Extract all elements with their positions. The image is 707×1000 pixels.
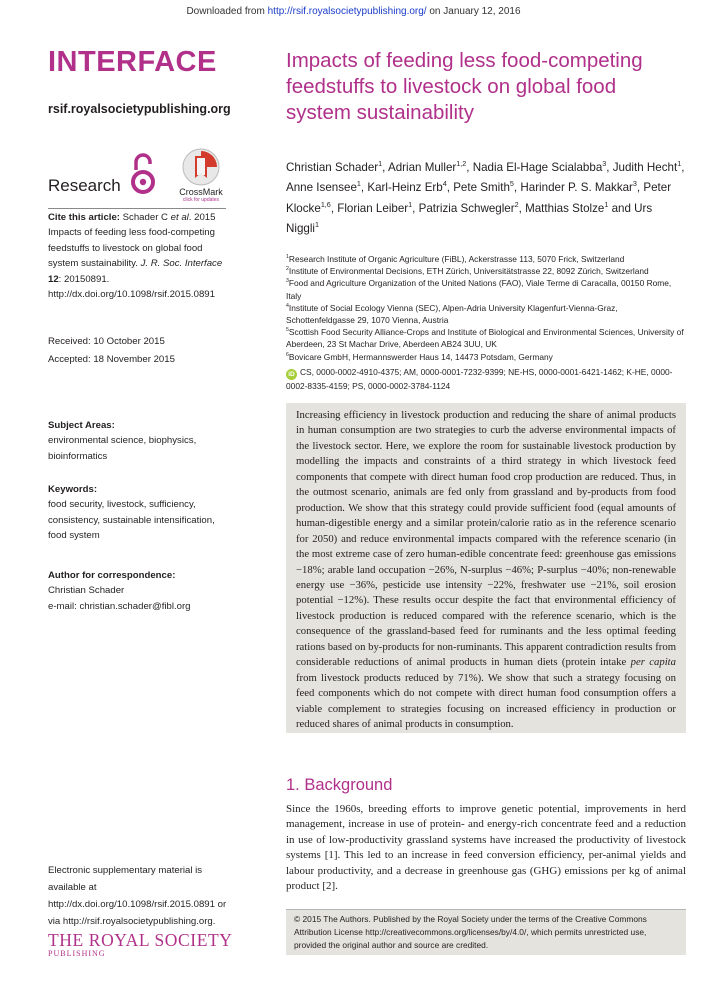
author-separator: , [681,161,685,174]
crossmark-icon [182,148,220,186]
author-name: and Urs Niggli [286,201,653,236]
keywords-label: Keywords: [48,484,98,495]
correspondence-email[interactable]: e-mail: christian.schader@fibl.org [48,600,191,612]
affiliation [286,277,686,301]
affiliation-text: Food and Agriculture Organization of the United Nations (FAO), Viale Terme di Caracalla, 00150 Rome, Italy [286,278,672,301]
affiliation-text: Institute of Environmental Decisions, ETH Zürich, Universitätstrasse 22, 8092 Zürich, Switzerland [288,266,649,277]
download-notice [0,6,707,17]
author-affiliation-ref: 4 [442,179,447,189]
correspondence-name: Christian Schader [48,585,125,597]
author-list [286,158,686,240]
affiliation-text: Bovicare GmbH, Hermannswerder Haus 14, 14473 Potsdam, Germany [288,351,553,362]
affiliation-list [286,253,686,363]
affiliation [286,253,686,265]
author-separator: , [446,181,454,195]
author-separator: , [518,201,526,215]
author-name: Florian Leiber [337,201,409,215]
keywords-text: food security, livestock, sufficiency, consistency, sustainable intensification, food system [48,499,215,542]
open-access-icon [130,152,156,196]
author-name: Christian Schader [286,161,379,174]
cite-text: Schader C [119,212,171,223]
author-affiliation-ref: 3 [602,159,607,169]
affiliation-number: 6 [286,351,289,358]
keywords [48,482,232,544]
author-affiliation-ref: 1,6 [320,199,331,209]
author-name: Adrian Muller [387,161,457,174]
cite-volume: 12 [48,273,59,285]
subject-areas [48,418,232,464]
crossmark-badge[interactable] [178,148,224,203]
affiliation-number: 5 [286,327,289,334]
affiliation-number: 2 [286,266,289,273]
author-separator: , [412,201,419,215]
affiliation-number: 3 [286,278,289,285]
publisher-sub: PUBLISHING [48,949,106,958]
affiliation-text: Research Institute of Organic Agriculture (FiBL), Ackerstrasse 113, 5070 Frick, Switzerland [288,254,625,264]
author-affiliation-ref: 3 [632,179,637,189]
license-notice: © 2015 The Authors. Published by the Royal Society under the terms of the Creative Commons Attribution License http://creativecommons.org/licenses/by/4.0/, which permits unrestricted use, provided the original author and source are credited. [286,909,686,955]
cite-etal: et al [170,212,189,223]
orcid-text: CS, 0000-0002-4910-4375; AM, 0000-0001-7232-9399; NE-HS, 0000-0001-6421-1462; K-HE, 0000-0002-8335-4159; PS, 0000-0002-3784-1124 [286,367,673,391]
author-name: Pete Smith [453,181,510,195]
affiliation-number: 4 [286,303,289,310]
article-title: Impacts of feeding less food-competing feedstuffs to livestock on global food system sustainability [286,49,643,124]
author-affiliation-ref: 2 [514,199,519,209]
author-affiliation-ref: 1 [677,159,682,169]
author-separator: , [330,201,338,215]
author-affiliation-ref: 5 [509,179,514,189]
cite-journal: J. R. Soc. Interface [140,258,223,270]
author-separator: , [636,181,644,195]
author-separator: , [360,181,368,195]
download-suffix: on January 12, 2016 [426,6,521,17]
download-link[interactable]: http://rsif.royalsocietypublishing.org/ [267,6,427,17]
affiliation [286,265,686,277]
author-separator: , [606,161,613,174]
accepted-date: Accepted: 18 November 2015 [48,354,175,365]
affiliation [286,326,686,350]
author-separator: , [513,181,521,195]
orcid-icon[interactable]: iD [286,369,297,380]
section-heading: 1. Background [286,776,393,794]
author-name: Patrizia Schwegler [418,201,515,215]
affiliation [286,302,686,326]
supplementary-note: Electronic supplementary material is available at http://dx.doi.org/10.1098/rsif.2015.0891 or via http://rsif.royalsocietypublishing.org. [48,865,227,927]
abstract-box [286,403,686,733]
cite-label: Cite this article: [48,212,120,223]
author-affiliation-ref: 1,2 [456,159,467,169]
divider [48,208,226,209]
author-name: Peter Klocke [286,181,672,215]
publisher-name: THE ROYAL SOCIETY [48,930,233,950]
affiliation-text: Institute of Social Ecology Vienna (SEC), Alpen-Adria University Klagenfurt-Vienna-Graz, Schottenfeldgasse 29, 1070 Vienna, Austria [286,302,618,326]
correspondence [48,568,232,614]
affiliation [286,351,686,363]
cite-doi[interactable]: : 20150891. http://dx.doi.org/10.1098/rsif.2015.0891 [48,273,215,301]
citation [48,210,232,302]
journal-brand: INTERFACE [48,46,217,78]
received-date: Received: 10 October 2015 [48,336,165,347]
affiliation-number: 1 [286,254,289,261]
author-name: Nadia El-Hage Scialabba [472,161,603,174]
affiliation-text: Scottish Food Security Alliance-Crops and Institute of Biological and Environmental Sciences, University of Aberdeen, 23 St Machar Drive, Aberdeen AB24 3UU, UK [286,327,684,350]
author-affiliation-ref: 1 [356,179,361,189]
correspondence-label: Author for correspondence: [48,570,176,581]
section-body: Since the 1960s, breeding efforts to improve genetic potential, improvements in herd management, increase in use of protein- and energy-rich concentrate feed and a reduction in use of low-productivity grassland systems have increased the productivity of livestock systems [1]. This led to an increase in feed conversion efficiency, per-animal yields and labour productivity, and a decrease in greenhouse gas (GHG) emissions per kg of animal product [2]. [286,803,686,893]
author-affiliation-ref: 1 [315,220,319,230]
subject-text: environmental science, biophysics, bioinformatics [48,435,197,462]
author-separator: , [382,161,388,174]
author-affiliation-ref: 1 [604,199,609,209]
journal-site[interactable]: rsif.royalsocietypublishing.org [48,102,231,116]
crossmark-sub: click for updates [182,197,220,203]
abstract-text: from livestock products reduced by 71%). We show that such a strategy focusing on feed components which do not compete with direct human food consumption offers a viable complement to strategies focusing on increased efficiency in production or reduced shares of animal products in consumption. [296,671,676,731]
download-prefix: Downloaded from [186,6,268,17]
author-name: Judith Hecht [612,161,678,174]
author-name: Matthias Stolze [525,201,605,215]
author-separator: , [466,161,473,174]
orcid-list [286,366,686,392]
crossmark-label: CrossMark [179,187,223,197]
author-affiliation-ref: 1 [408,199,413,209]
author-name: Karl-Heinz Erb [367,181,443,195]
subject-label: Subject Areas: [48,420,115,431]
cite-text: . 2015 Impacts of feeding less food-competing feedstuffs to livestock on global food system sustainability. [48,212,216,270]
author-name: Harinder P. S. Makkar [520,181,633,195]
article-type: Research [48,176,121,195]
abstract-italic: per capita [630,656,676,669]
abstract-text: Increasing efficiency in livestock production and reducing the share of animal products in human consumption are two strategies to curb the adverse environmental impacts of the livestock sector. Here, we explore the room for sustainable livestock production by modelling the impacts and constraints of a third strategy in which livestock feed components that compete with direct human food crop production are reduced. Thus, in the outmost scenario, animals are fed only from grassland and by-products from food production. We show that this strategy could provide sufficient food (equal amounts of human-digestible energy and a similar protein/calorie ratio as in the reference scenario for 2050) and reduce environmental impacts compared with the reference scenario (in the most extreme case of zero human-edible concentrate feed: greenhouse gas emissions −18%; arable land occupation −26%, N-surplus −46%; P-surplus −40%; non-renewable energy use −36%, pesticide use intensity −22%, freshwater use −21%, soil erosion potential −12%). These results occur despite the fact that environmental efficiency of livestock production is reduced compared with the reference scenario, which is the consequence of the grassland-based feed for ruminants and the less optimal feeding rations based on by-products for non-ruminants. This apparent contradiction results from considerable reductions of animal products in human diets (protein intake [296,409,677,669]
author-affiliation-ref: 1 [378,159,383,169]
author-name: Anne Isensee [286,181,357,195]
